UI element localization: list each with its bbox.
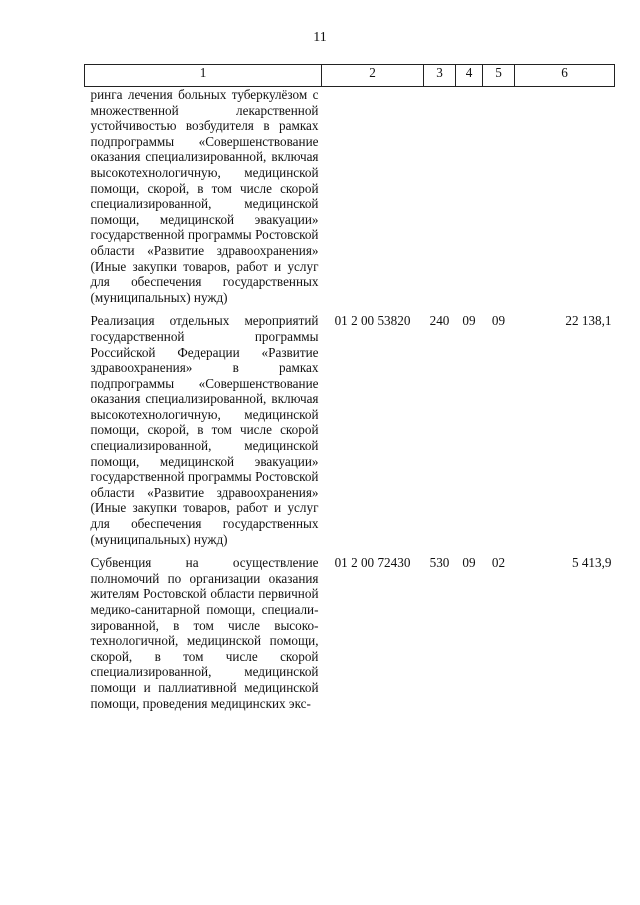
row-expense-type: 240 [429,313,450,329]
table-header-row [85,65,615,87]
column-header: 2 [322,65,424,87]
column-header: 3 [424,65,456,87]
row-amount: 22 138,1 [565,313,612,329]
row-subsection [483,87,515,312]
row-subsection: 09 [491,313,506,329]
row-target-code: 01 2 00 53820 [334,313,411,329]
column-header: 5 [483,65,515,87]
row-amount: 5 413,9 [571,555,612,571]
row-expense-type [424,87,456,312]
table-row [85,87,615,312]
row-expense-type: 530 [429,555,450,571]
column-header: 6 [515,65,615,87]
row-section [456,87,483,312]
row-amount [515,87,615,312]
table-row [85,553,615,717]
row-target-code [322,87,424,312]
row-description: Субвенция на осуществление полномочий по организации оказания жителям Ростовской области первичной медико-санитарной помощи, специализированной, в том числе высокотехнологичной, медицинской помощи, скорой, в том числе скорой специализированной, медицинской помощи и паллиативной медицинской помощи, проведения медицинских экс- [90,555,319,711]
page-number: 11 [313,30,327,45]
budget-table [84,64,615,717]
row-description: Реализация отдельных мероприятий государственной программы Российской Федерации «Развитие здравоохранения» в рамках подпрограммы «Совершенствование оказания специализированной, включая высокотехнологичную, медицинской помощи, скорой, в том числе скорой специализированной, медицинской помощи, медицинской эвакуации» государственной программы Ростовской области «Развитие здравоохранения» (Иные закупки товаров, работ и услуг для обеспечения государственных (муниципальных) нужд) [90,313,319,547]
row-target-code: 01 2 00 72430 [334,555,411,571]
column-header: 1 [85,65,322,87]
row-description: ринга лечения больных туберкулёзом с множественной лекарственной устойчивостью возбудителя в рамках подпрограммы «Совершенствование оказания специализированной, включая высокотехнологичную, медицинской помощи, скорой, в том числе скорой специализированной, медицинской помощи, медицинской эвакуации» государственной программы Ростовской области «Развитие здравоохранения» (Иные закупки товаров, работ и услуг для обеспечения государственных (муниципальных) нужд) [90,87,319,305]
row-section: 09 [462,555,476,571]
row-section: 09 [462,313,476,329]
table-row [85,311,615,553]
column-header: 4 [456,65,483,87]
row-subsection: 02 [491,555,506,571]
